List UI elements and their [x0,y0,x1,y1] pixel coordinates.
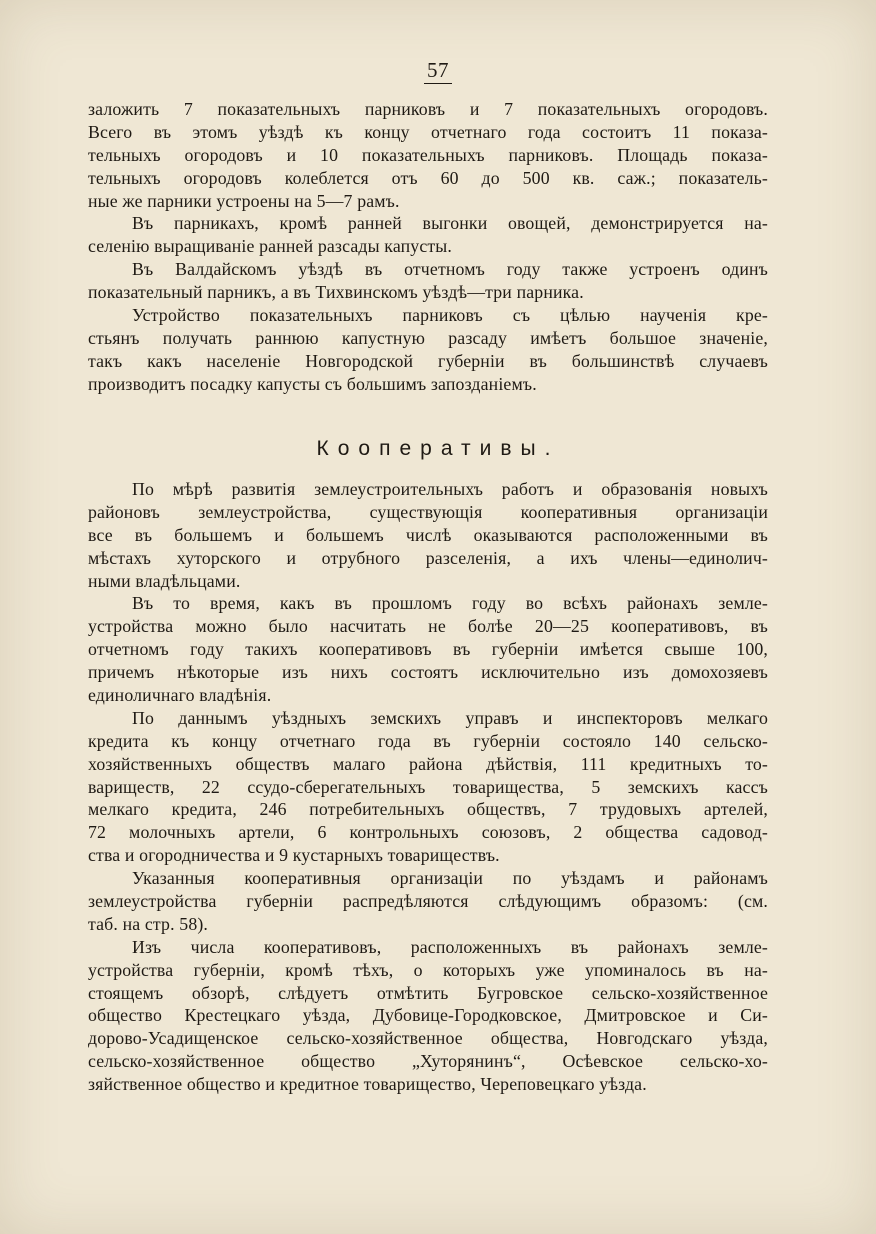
text-line: стоящемъ обзорѣ, слѣдуетъ отмѣтить Бугровское сельско-хозяйственное [88,982,768,1003]
section-heading: Кооперативы. [316,437,560,460]
text-line: Въ парникахъ, кромѣ ранней выгонки овощей, демонстрируется на- [132,213,768,234]
text-line: таб. на стр. 58). [88,913,209,934]
text-line: ства и огородничества и 9 кустарныхъ товариществъ. [88,845,500,866]
paragraph [88,936,768,1096]
text-block-bottom [88,478,768,1096]
paragraph [88,304,768,396]
text-line: стьянъ получать раннюю капустную разсаду имѣетъ большое значеніе, [88,327,768,348]
text-line: все въ большемъ и большемъ числѣ оказываются расположенными въ [88,524,768,545]
text-line: землеустройства губерніи распредѣляются слѣдующимъ образомъ: (см. [88,891,768,912]
text-line: ные же парники устроены на 5—7 рамъ. [88,190,400,211]
text-line: Изъ числа кооперативовъ, расположенныхъ въ районахъ земле- [132,936,768,957]
text-line: зяйственное общество и кредитное товарищество, Череповецкаго уѣзда. [88,1074,647,1095]
text-line: селенію выращиваніе ранней разсады капусты. [88,236,452,257]
text-line: По мѣрѣ развитія землеустроительныхъ работъ и образованія новыхъ [132,479,768,499]
paragraph [88,592,768,706]
text-line: единоличнаго владѣнія. [88,685,272,706]
text-line: показательный парникъ, а въ Тихвинскомъ уѣздѣ—три парника. [88,282,584,303]
text-block-top [88,98,768,396]
text-line: Всего въ этомъ уѣздѣ къ концу отчетнаго года состоитъ 11 показа- [88,121,768,142]
page-number-value: 57 [424,58,452,84]
text-line: дорово-Усадищенское сельско-хозяйственное общества, Новгодскаго уѣзда, [88,1028,768,1049]
paragraph [88,867,768,936]
text-line: устройства губерніи, кромѣ тѣхъ, о которыхъ уже упоминалось въ на- [88,959,768,980]
text-line: тельныхъ огородовъ колеблется отъ 60 до 500 кв. саж.; показатель- [88,167,768,188]
page-number [0,58,876,84]
paragraph [88,98,768,212]
paragraph [88,258,768,304]
text-line: тельныхъ огородовъ и 10 показательныхъ парниковъ. Площадь показа- [88,144,768,165]
text-line: кредита къ концу отчетнаго года въ губерніи состояло 140 сельско- [88,730,768,751]
paragraph [88,707,768,867]
text-line: мелкаго кредита, 246 потребительныхъ обществъ, 7 трудовыхъ артелей, [88,799,768,820]
text-line: отчетномъ году такихъ кооперативовъ въ губерніи имѣется свыше 100, [88,639,768,660]
text-line: причемъ нѣкоторые изъ нихъ состоятъ исключительно изъ домохозяевъ [88,662,768,683]
paragraph [88,212,768,258]
paragraph [88,478,768,592]
text-line: общество Крестецкаго уѣзда, Дубовице-Городковское, Дмитровское и Си- [88,1005,768,1026]
text-line: устройства можно было насчитать не болѣе 20—25 кооперативовъ, въ [88,616,768,637]
text-line: Устройство показательныхъ парниковъ съ цѣлью наученія кре- [132,305,768,326]
text-line: ными владѣльцами. [88,570,241,591]
text-line: Въ то время, какъ въ прошломъ году во всѣхъ районахъ земле- [132,593,768,614]
text-line: заложить 7 показательныхъ парниковъ и 7 показательныхъ огородовъ. [88,99,768,119]
text-line: По даннымъ уѣздныхъ земскихъ управъ и инспекторовъ мелкаго [132,707,768,728]
text-line: мѣстахъ хуторского и отрубного разселенія, а ихъ члены—единолич- [88,547,768,568]
text-line: Указанныя кооперативныя организаціи по уѣздамъ и районамъ [132,868,768,889]
text-line: такъ какъ населеніе Новгородской губерніи въ большинствѣ случаевъ [88,350,768,371]
text-line: вариществ, 22 ссудо-сберегательныхъ товарищества, 5 земскихъ кассъ [88,776,768,797]
text-line: сельско-хозяйственное общество „Хуторянинъ“, Осѣевское сельско-хо- [88,1051,768,1072]
text-line: хозяйственныхъ обществъ малаго района дѣйствія, 111 кредитныхъ то- [88,753,768,774]
text-line: производитъ посадку капусты съ большимъ запозданіемъ. [88,373,537,394]
text-line: 72 молочныхъ артели, 6 контрольныхъ союзовъ, 2 общества садовод- [88,822,768,843]
text-line: Въ Валдайскомъ уѣздѣ въ отчетномъ году также устроенъ одинъ [132,259,768,280]
text-line: районовъ землеустройства, существующія кооперативныя организаціи [88,501,768,522]
